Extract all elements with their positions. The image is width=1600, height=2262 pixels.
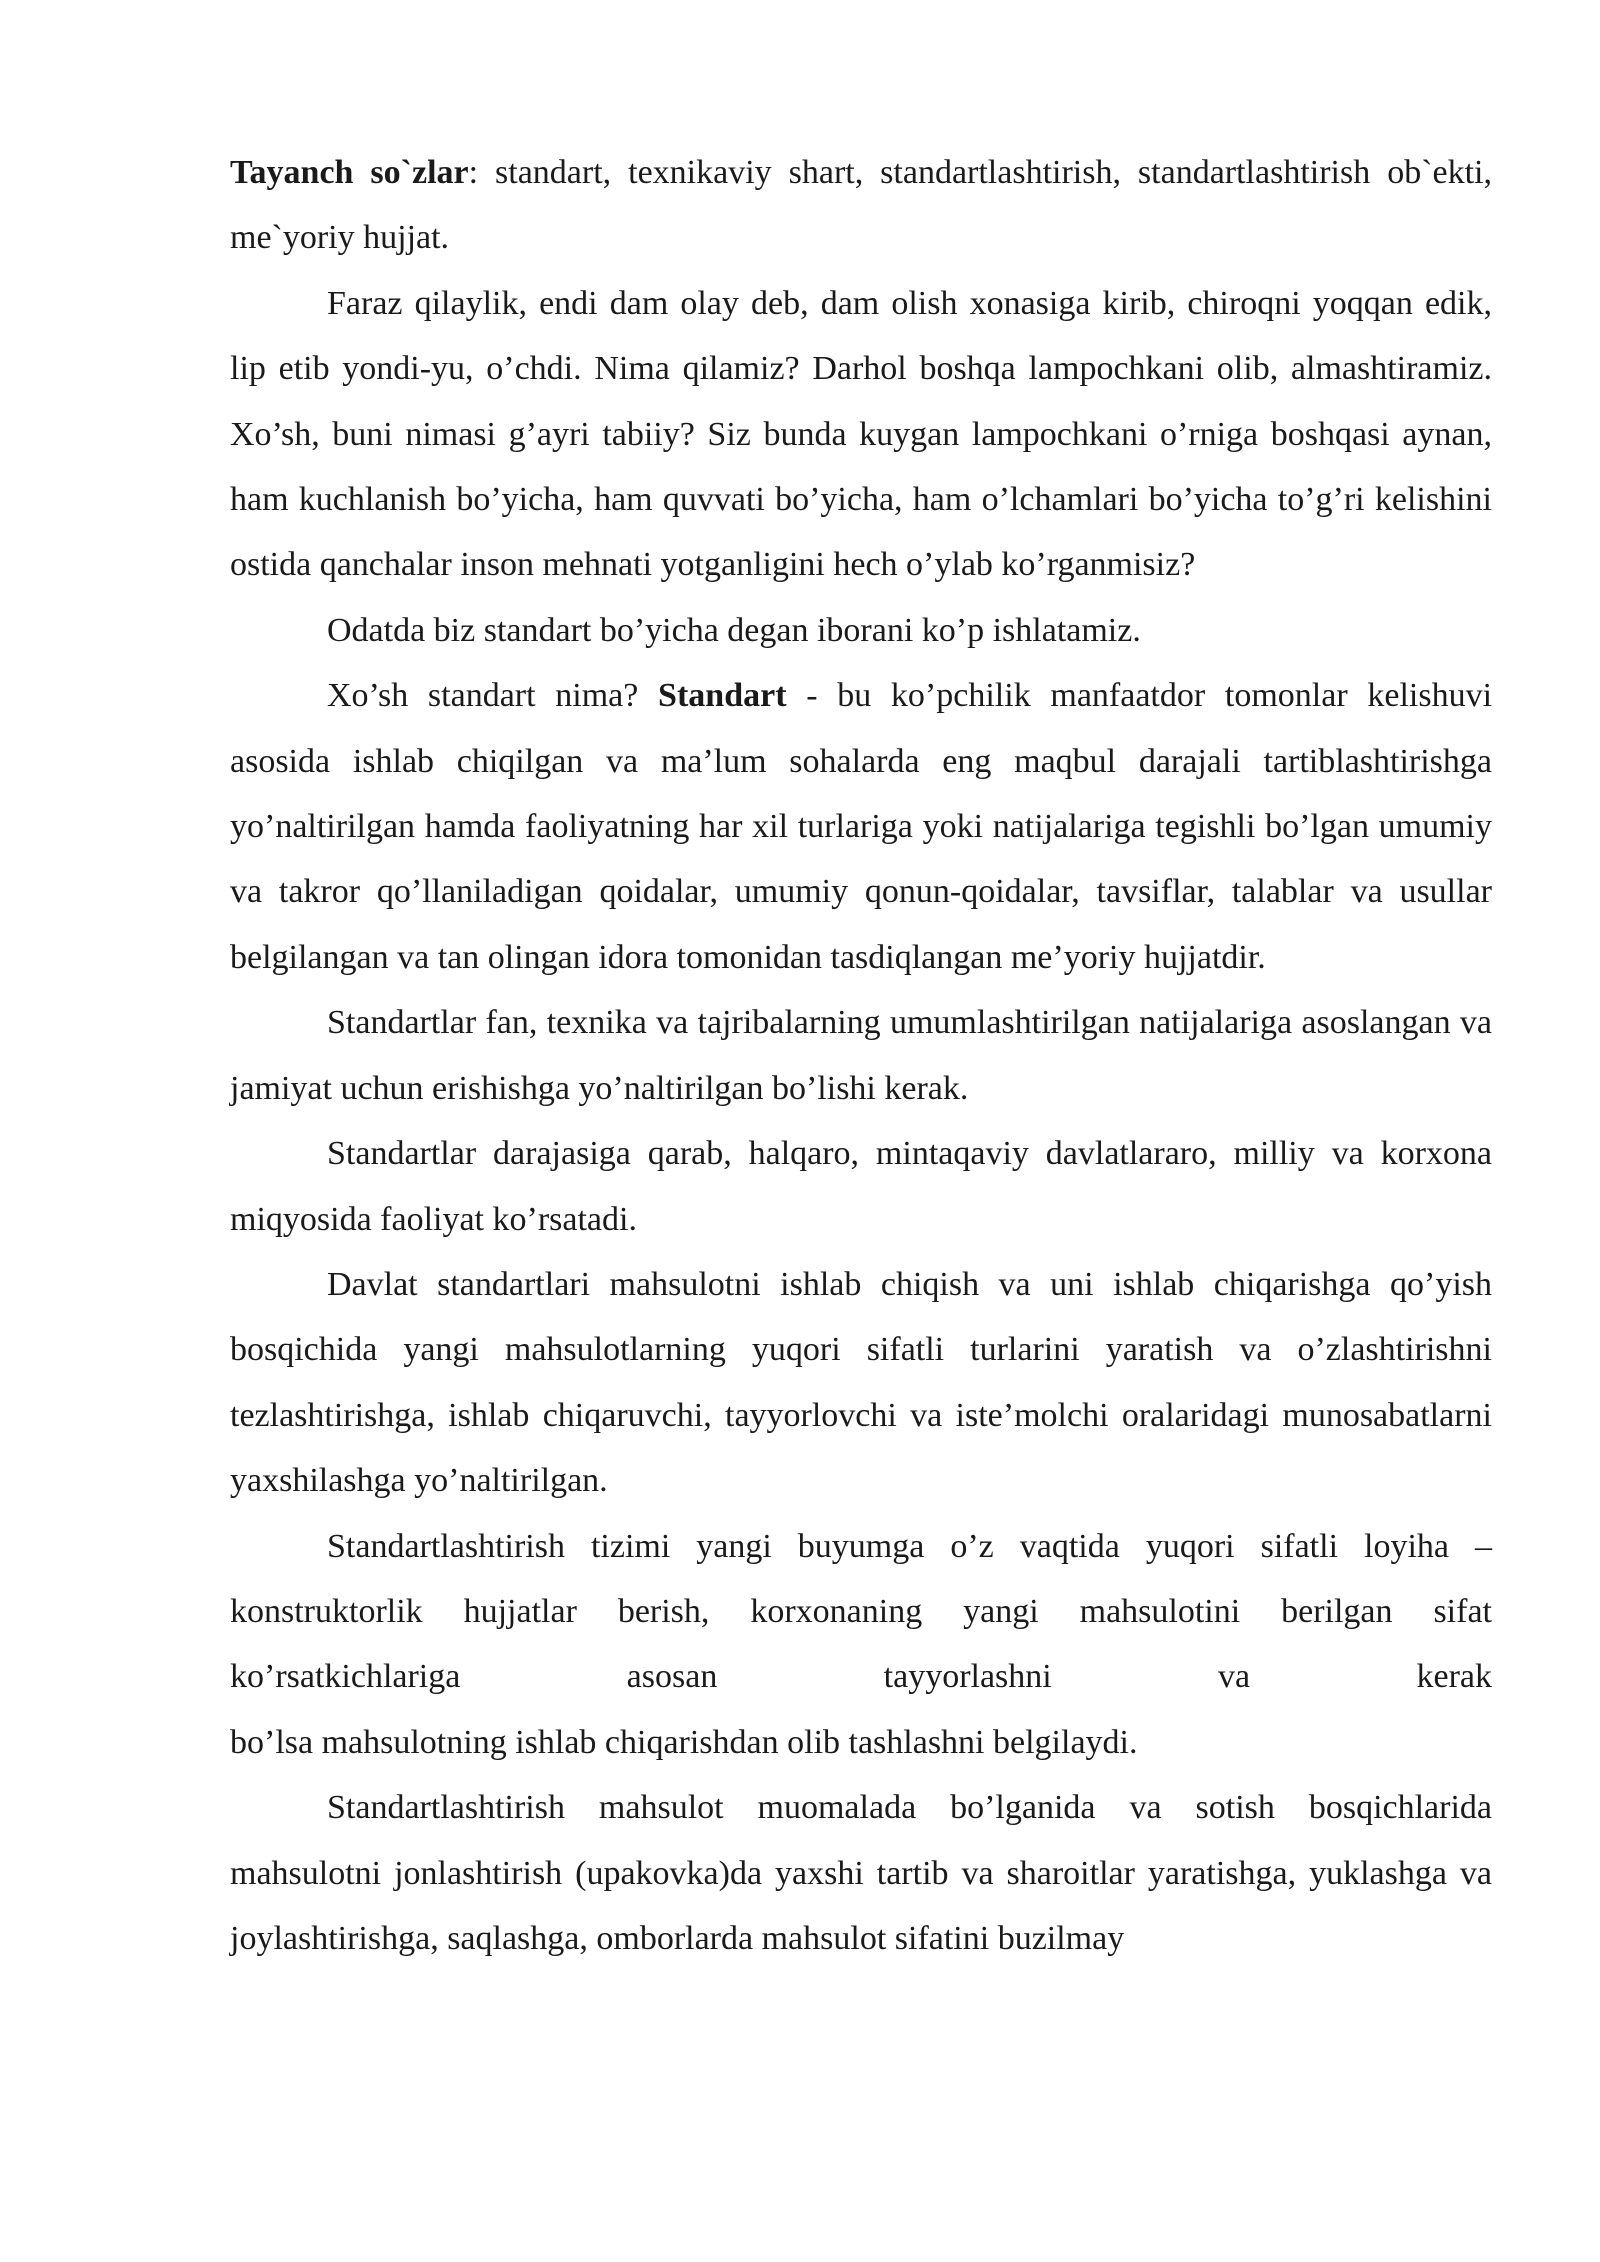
paragraph-basis: Standartlar fan, texnika va tajribalarning umumlashtirilgan natijalariga asoslangan va jamiyat uchun erishishga yo’naltirilgan bo’lishi kerak. — [230, 1004, 1492, 1107]
paragraph-levels: Standartlar darajasiga qarab, halqaro, mintaqaviy davlatlararo, milliy va korxona miqyosida faoliyat ko’rsatadi. — [230, 1135, 1492, 1238]
definition-term: Standart — [658, 677, 787, 715]
keywords-paragraph — [230, 140, 1492, 271]
paragraph-intro: Faraz qilaylik, endi dam olay deb, dam olish xonasiga kirib, chiroqni yoqqan edik, lip etib yondi-yu, o’chdi. Nima qilamiz? Darhol boshqa lampochkani olib, almashtiramiz. Xo’sh, buni nimasi g’ayri tabiiy? Siz bunda kuygan lampochkani o’rniga boshqasi aynan, ham kuchlanish bo’yicha, ham quvvati bo’yicha, ham o’lchamlari bo’yicha to’g’ri kelishini ostida qanchalar inson mehnati yotganligini hech o’ylab ko’rganmisiz? — [230, 284, 1492, 584]
keywords-text: : standart, texnikaviy shart, standartlashtirish, standartlashtirish ob`ekti, me`yoriy hujjat. — [230, 154, 1492, 257]
paragraph-circulation: Standartlashtirish mahsulot muomalada bo’lganida va sotish bosqichlarida mahsulotni jonlashtirish (upakovka)da yaxshi tartib va sharoitlar yaratishga, yuklashga va joylashtirishga, saqlashga, omborlarda mahsulot sifatini buzilmay — [230, 1789, 1492, 1957]
paragraph-state-standards: Davlat standartlari mahsulotni ishlab chiqish va uni ishlab chiqarishga qo’yish bosqichida yangi mahsulotlarning yuqori sifatli turlarini yaratish va o’zlashtirishni tezlashtirishga, ishlab chiqaruvchi, tayyorlovchi va iste’molchi oralaridagi munosabatlarni yaxshilashga yo’naltirilgan. — [230, 1265, 1492, 1500]
definition-text: - bu ko’pchilik manfaatdor tomonlar kelishuvi asosida ishlab chiqilgan va ma’lum sohalarda eng maqbul darajali tartiblashtirishga yo’naltirilgan hamda faoliyatning har xil turlariga yoki natijalariga tegishli bo’lgan umumiy va takror qo’llaniladigan qoidalar, umumiy qonun-qoidalar, tavsiflar, talablar va usullar belgilangan va tan olingan idora tomonidan tasdiqlangan me’yoriy hujjatdir. — [230, 677, 1493, 976]
paragraph-usage: Odatda biz standart bo’yicha degan iborani ko’p ishlatamiz. — [327, 611, 1141, 649]
keywords-label: Tayanch so`zlar — [230, 154, 469, 191]
paragraph-system-part1: Standartlashtirish tizimi yangi buyumga o’z vaqtida yuqori sifatli loyiha – konstruktorlik hujjatlar berish, korxonaning yangi mahsulotini berilgan sifat ko’rsatkichlariga asosan tayyorlashni va kerak — [230, 1527, 1492, 1696]
paragraph-system-part2: bo’lsa mahsulotning ishlab chiqarishdan olib tashlashni belgilaydi. — [230, 1723, 1138, 1761]
definition-lead: Xo’sh standart nima? — [327, 677, 659, 715]
document-page — [230, 140, 1492, 1971]
paragraph-definition — [230, 663, 1492, 990]
